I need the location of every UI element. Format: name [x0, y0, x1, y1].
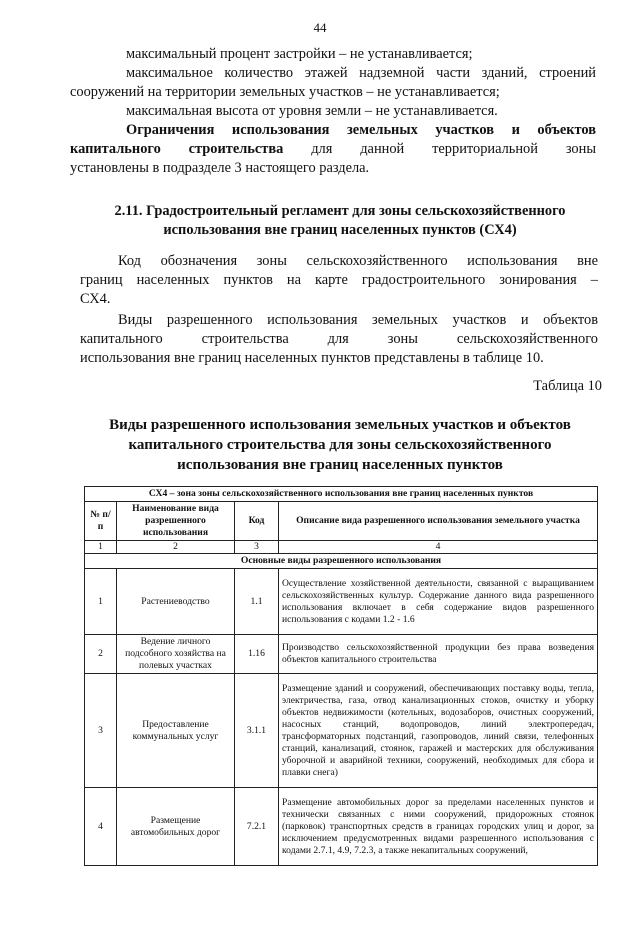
- intro-line-4: максимальная высота от уровня земли – не устанавливается.: [126, 103, 498, 119]
- para1-line-3: СХ4.: [80, 291, 111, 307]
- zone-header-cell: СХ4 – зона зоны сельскохозяйственного использования вне границ населенных пунктов: [85, 487, 598, 502]
- section-label-row: [85, 554, 598, 569]
- row-num: 4: [85, 788, 117, 866]
- table-title-line-3: использования вне границ населенных пунктов: [177, 457, 503, 473]
- para1-line-2: границ населенных пунктов на карте градостроительного зонирования –: [80, 272, 598, 288]
- para2-line-1: Виды разрешенного использования земельных участков и объектов: [118, 312, 598, 328]
- table-row: [85, 569, 598, 635]
- row-name: Предоставление коммунальных услуг: [117, 674, 235, 788]
- table-row: [85, 674, 598, 788]
- table-title: [80, 415, 600, 475]
- col-number: 2: [117, 541, 235, 554]
- intro-line-2: максимальное количество этажей надземной части зданий, строений: [126, 65, 596, 81]
- page-number: 44: [313, 20, 327, 35]
- section-heading-line-2: использования вне границ населенных пунктов (СХ4): [163, 222, 517, 238]
- row-code: 3.1.1: [235, 674, 279, 788]
- column-header-row: [85, 502, 598, 541]
- restrict-line-2: [70, 140, 596, 159]
- intro-block: [70, 45, 596, 178]
- table-row: [85, 788, 598, 866]
- section-heading-line-1: 2.11. Градостроительный регламент для зоны сельскохозяйственного: [114, 203, 566, 219]
- intro-line-1: максимальный процент застройки – не устанавливается;: [126, 46, 473, 62]
- row-num: 2: [85, 635, 117, 674]
- para2-line-3: использования вне границ населенных пунктов представлены в таблице 10.: [80, 350, 544, 366]
- table-label: Таблица 10: [533, 378, 602, 394]
- col-header-num: № п/п: [85, 502, 117, 541]
- column-number-row: [85, 541, 598, 554]
- col-header-desc: Описание вида разрешенного использования земельного участка: [279, 502, 598, 541]
- restrict-rest-part: для данной территориальной зоны: [311, 141, 596, 157]
- row-desc: Размещение автомобильных дорог за пределами населенных пунктов и технически связанных с ними сооружений, придорожных стоянок (парковок) транспортных средств в границах городских улиц и дорог, за исключением предусмотренных видами разрешенного использования с кодами 2.7.1, 4.9, 7.2.3, а также некапитальных сооружений,: [279, 788, 598, 866]
- col-number: 4: [279, 541, 598, 554]
- row-name: Ведение личного подсобного хозяйства на полевых участках: [117, 635, 235, 674]
- row-num: 1: [85, 569, 117, 635]
- row-code: 1.16: [235, 635, 279, 674]
- col-header-name: Наименование вида разрешенного использования: [117, 502, 235, 541]
- col-header-code: Код: [235, 502, 279, 541]
- table-title-line-2: капитального строительства для зоны сельскохозяйственного: [128, 437, 552, 453]
- intro-line-3: сооружений на территории земельных участков – не устанавливается;: [70, 84, 500, 100]
- row-name: Растениеводство: [117, 569, 235, 635]
- row-desc: Размещение зданий и сооружений, обеспечивающих поставку воды, тепла, электричества, газа, отвод канализационных стоков, очистку и уборку объектов недвижимости (котельных, водозаборов, очистных сооружений, насосных станций, водопроводов, линий электропередач, трансформаторных подстанций, газопроводов, линий связи, телефонных станций, канализаций, стоянок, гаражей и мастерских для обслуживания уборочной и аварийной техники, сооружений, необходимых для сбора и плавки снега): [279, 674, 598, 788]
- row-code: 1.1: [235, 569, 279, 635]
- col-number: 3: [235, 541, 279, 554]
- row-name: Размещение автомобильных дорог: [117, 788, 235, 866]
- restrict-bold-part: капитального строительства: [70, 141, 284, 157]
- table-title-line-1: Виды разрешенного использования земельных участков и объектов: [109, 417, 571, 433]
- section-heading: [80, 202, 600, 240]
- row-desc: Производство сельскохозяйственной продукции без права возведения объектов капитального строительства: [279, 635, 598, 674]
- row-num: 3: [85, 674, 117, 788]
- para1-line-1: Код обозначения зоны сельскохозяйственного использования вне: [118, 253, 598, 269]
- regulation-table: [84, 486, 598, 866]
- row-code: 7.2.1: [235, 788, 279, 866]
- para2-line-2: капитального строительства для зоны сельскохозяйственного: [80, 331, 598, 347]
- col-number: 1: [85, 541, 117, 554]
- section-label-cell: Основные виды разрешенного использования: [85, 554, 598, 569]
- row-desc: Осуществление хозяйственной деятельности, связанной с выращиванием сельскохозяйственных культур. Содержание данного вида разрешенного использования включает в себя содержание видов разрешенного использования с кодами 1.2 - 1.6: [279, 569, 598, 635]
- section-paragraphs: [80, 252, 598, 368]
- zone-header-row: [85, 487, 598, 502]
- restrict-line-3: установлены в подразделе 3 настоящего раздела.: [70, 160, 370, 176]
- restrict-bold-line: Ограничения использования земельных участков и объектов: [126, 122, 596, 138]
- table-row: [85, 635, 598, 674]
